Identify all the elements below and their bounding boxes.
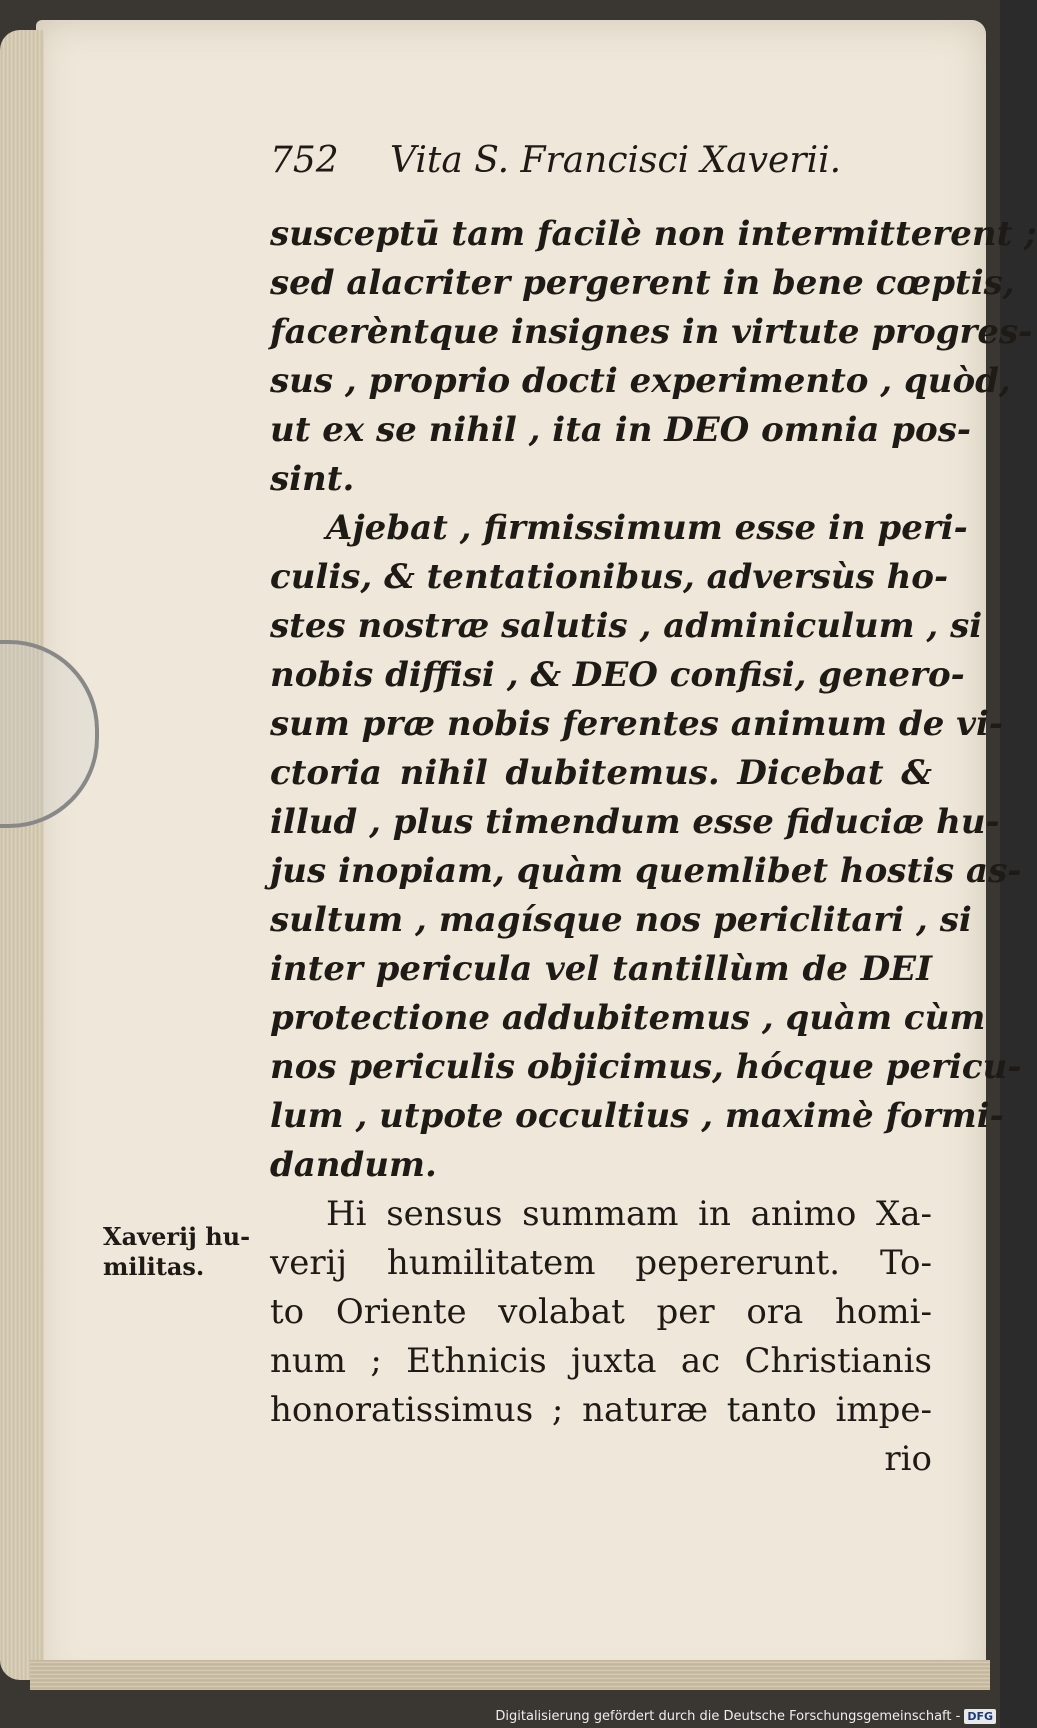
digitization-footer [495, 1706, 996, 1726]
text-line: sum præ nobis ferentes animum de vi- [270, 704, 1003, 744]
page-number: 752 [270, 140, 339, 181]
text-line: nobis diffisi , & DEO confisi, genero- [270, 655, 965, 695]
text-line: ut ex se nihil , ita in DEO omnia pos- [270, 410, 971, 450]
text-line: sultum , magísque nos periclitari , si [270, 900, 972, 940]
footer-credit: Digitalisierung gefördert durch die Deutsche Forschungsgemeinschaft - [495, 1708, 961, 1724]
page-header [270, 140, 870, 190]
running-head: Vita S. Francisci Xaverii. [390, 140, 842, 181]
margin-note-line: militas. [103, 1252, 205, 1281]
margin-note [103, 1222, 273, 1282]
text-line: jus inopiam, quàm quemlibet hostis as- [270, 851, 1022, 891]
text-line: illud , plus timendum esse fiduciæ hu- [270, 802, 1000, 842]
text-line: ctoria nihil dubitemus. Dicebat & [270, 753, 932, 793]
text-line: sed alacriter pergerent in bene cœptis, [270, 263, 1015, 303]
dfg-logo: DFG [964, 1709, 996, 1724]
body-text [270, 210, 1037, 1484]
text-line: num ; Ethnicis juxta ac Christianis [270, 1341, 932, 1381]
page-edge-left [0, 30, 44, 1680]
text-line: inter pericula vel tantillùm de DEI [270, 949, 932, 989]
text-line: susceptū tam facilè non intermitterent ; [270, 214, 1037, 254]
text-line: to Oriente volabat per ora homi- [270, 1292, 932, 1332]
text-line: verij humilitatem pepererunt. To- [270, 1243, 932, 1283]
text-line: Hi sensus summam in animo Xa- [326, 1194, 932, 1234]
text-line: nos periculis objicimus, hócque pericu- [270, 1047, 1022, 1087]
text-line: sint. [270, 459, 355, 499]
text-line: culis, & tentationibus, adversùs ho- [270, 557, 949, 597]
text-line: honoratissimus ; naturæ tanto impe- [270, 1390, 932, 1430]
text-line: Ajebat , firmissimum esse in peri- [326, 508, 968, 548]
text-line: dandum. [270, 1145, 437, 1185]
text-line: sus , proprio docti experimento , quòd, [270, 361, 1011, 401]
page-edge-bottom [30, 1660, 990, 1690]
margin-note-line: Xaverij hu- [103, 1222, 251, 1251]
text-line: facerèntque insignes in virtute progres- [270, 312, 1033, 352]
text-line: lum , utpote occultius , maximè formi- [270, 1096, 1004, 1136]
catchword: rio [884, 1439, 932, 1479]
text-line: stes nostræ salutis , adminiculum , si [270, 606, 983, 646]
text-line: protectione addubitemus , quàm cùm [270, 998, 986, 1038]
